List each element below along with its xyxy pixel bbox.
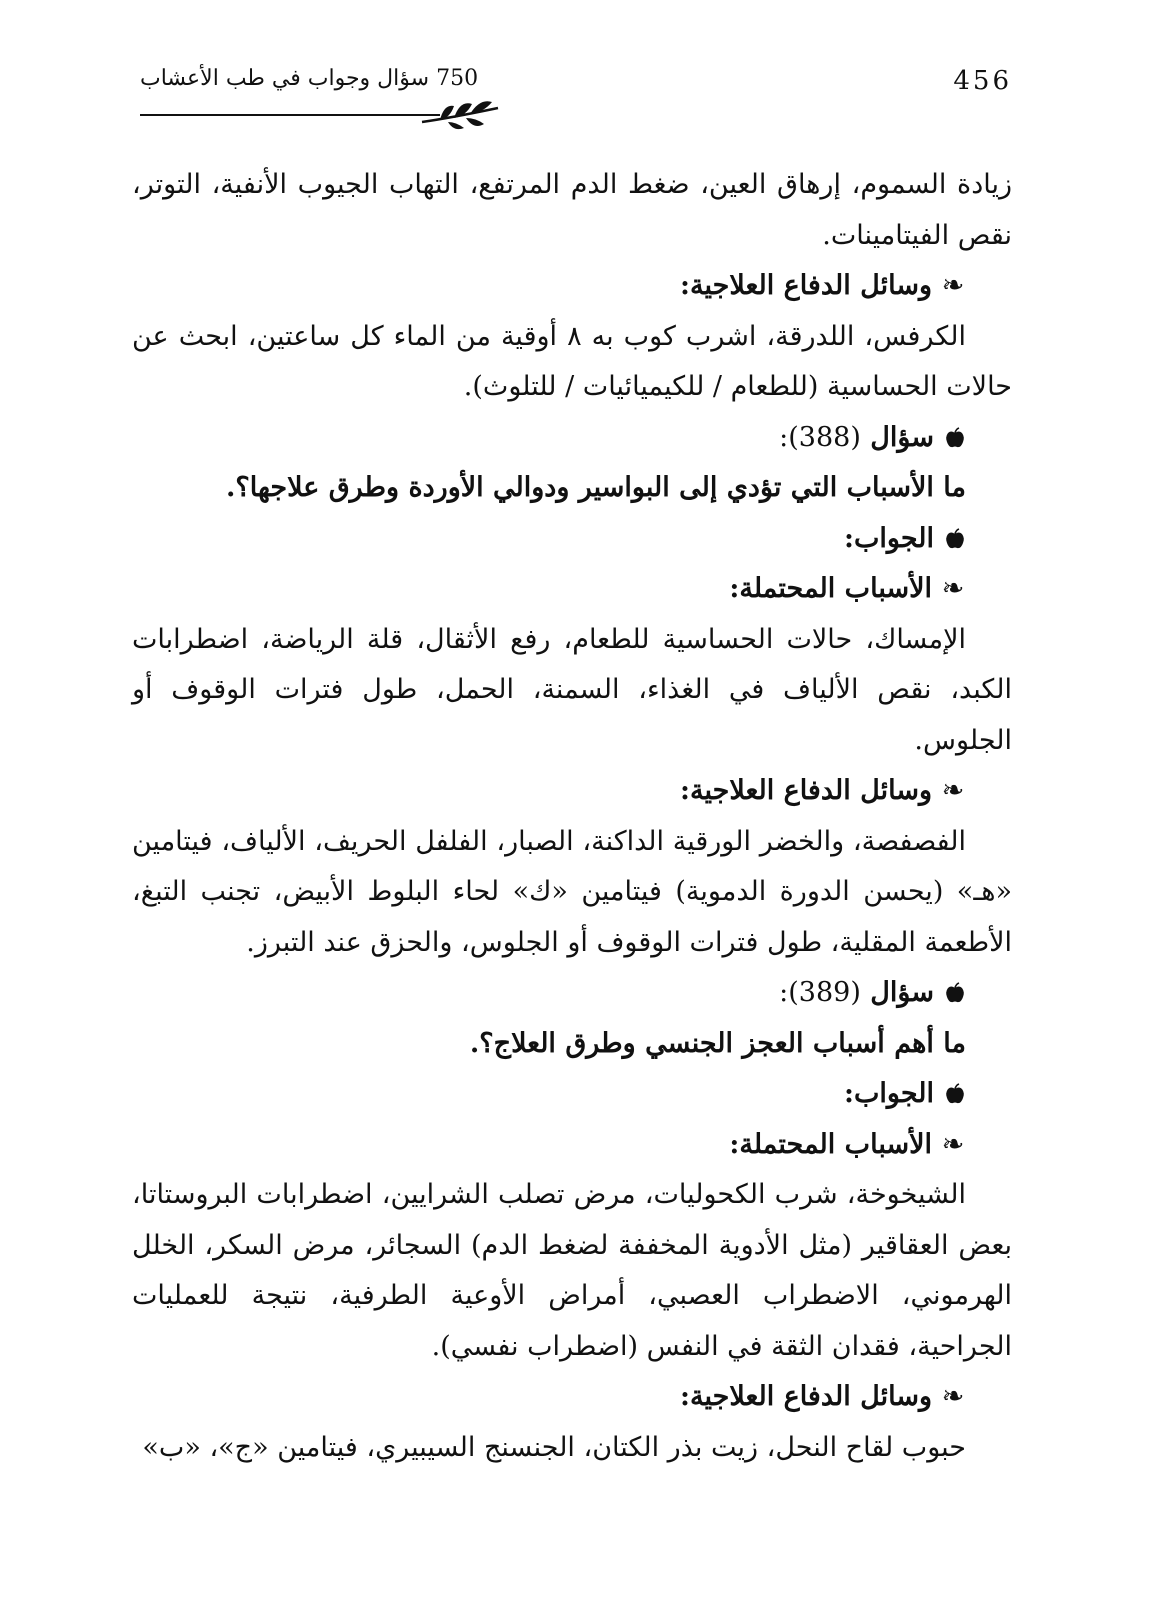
section-heading: ❧الأسباب المحتملة: <box>132 564 1012 615</box>
fleuron-icon: ❧ <box>941 1381 965 1412</box>
section-heading: ❧وسائل الدفاع العلاجية: <box>132 261 1012 312</box>
book-title: 750 سؤال وجواب في طب الأعشاب <box>140 66 479 91</box>
header-rule <box>140 114 440 116</box>
apple-bullet-icon <box>944 1083 966 1105</box>
fleuron-icon: ❧ <box>941 270 965 301</box>
body-paragraph: الكرفس، اللدرقة، اشرب كوب به ٨ أوقية من الماء كل ساعتين، ابحث عن حالات الحساسية (للطعام / للكيميائيات / للتلوث). <box>132 320 1012 402</box>
answer-label: الجواب: <box>132 514 1012 565</box>
apple-bullet-icon <box>944 427 966 449</box>
fleuron-icon: ❧ <box>941 1128 965 1160</box>
leaf-ornament-icon <box>420 98 500 132</box>
body-paragraph: الإمساك، حالات الحساسية للطعام، رفع الأثقال، قلة الرياضة، اضطرابات الكبد، نقص الألياف في الغذاء، السمنة، الحمل، طول فترات الوقوف أو الجلوس. <box>132 623 1012 756</box>
section-heading: ❧الأسباب المحتملة: <box>132 1120 1012 1171</box>
apple-bullet-icon <box>944 982 966 1004</box>
page-header <box>140 58 1012 128</box>
page-body <box>132 160 1012 1473</box>
fleuron-icon: ❧ <box>941 775 965 806</box>
question-label: سؤال (388): <box>132 413 1012 464</box>
section-heading: ❧وسائل الدفاع العلاجية: <box>132 766 1012 817</box>
answer-label: الجواب: <box>132 1069 1012 1120</box>
body-paragraph: الشيخوخة، شرب الكحوليات، مرض تصلب الشرايين، اضطرابات البروستاتا، بعض العقاقير (مثل الأدوية المخففة لضغط الدم) السجائر، مرض السكر، الخلل الهرموني، الاضطراب العصبي، أمراض الأوعية الطرفية، نتيجة للعمليات الجراحية، فقدان الثقة في النفس (اضطراب نفسي). <box>132 1179 1012 1362</box>
question-text: ما الأسباب التي تؤدي إلى البواسير ودوالي الأوردة وطرق علاجها؟. <box>226 472 966 503</box>
question-label: سؤال (389): <box>132 968 1012 1019</box>
fleuron-icon: ❧ <box>941 573 965 604</box>
question-text: ما أهم أسباب العجز الجنسي وطرق العلاج؟. <box>469 1027 966 1059</box>
apple-bullet-icon <box>944 528 966 550</box>
page-number: 456 <box>953 66 1012 96</box>
body-paragraph: حبوب لقاح النحل، زيت بذر الكتان، الجنسنج السيبيري، فيتامين «ج»، «ب» <box>142 1431 966 1463</box>
body-paragraph: الفصفصة، والخضر الورقية الداكنة، الصبار، الفلفل الحريف، الألياف، فيتامين «هـ» (يحسن الدورة الدموية) فيتامين «ك» لحاء البلوط الأبيض، تجنب التبغ، الأطعمة المقلية، طول فترات الوقوف أو الجلوس، والحزق عند التبرز. <box>132 825 1012 958</box>
intro-paragraph: زيادة السموم، إرهاق العين، ضغط الدم المرتفع، التهاب الجيوب الأنفية، التوتر، نقص الفيتامينات. <box>132 169 1012 251</box>
section-heading: ❧وسائل الدفاع العلاجية: <box>132 1372 1012 1423</box>
